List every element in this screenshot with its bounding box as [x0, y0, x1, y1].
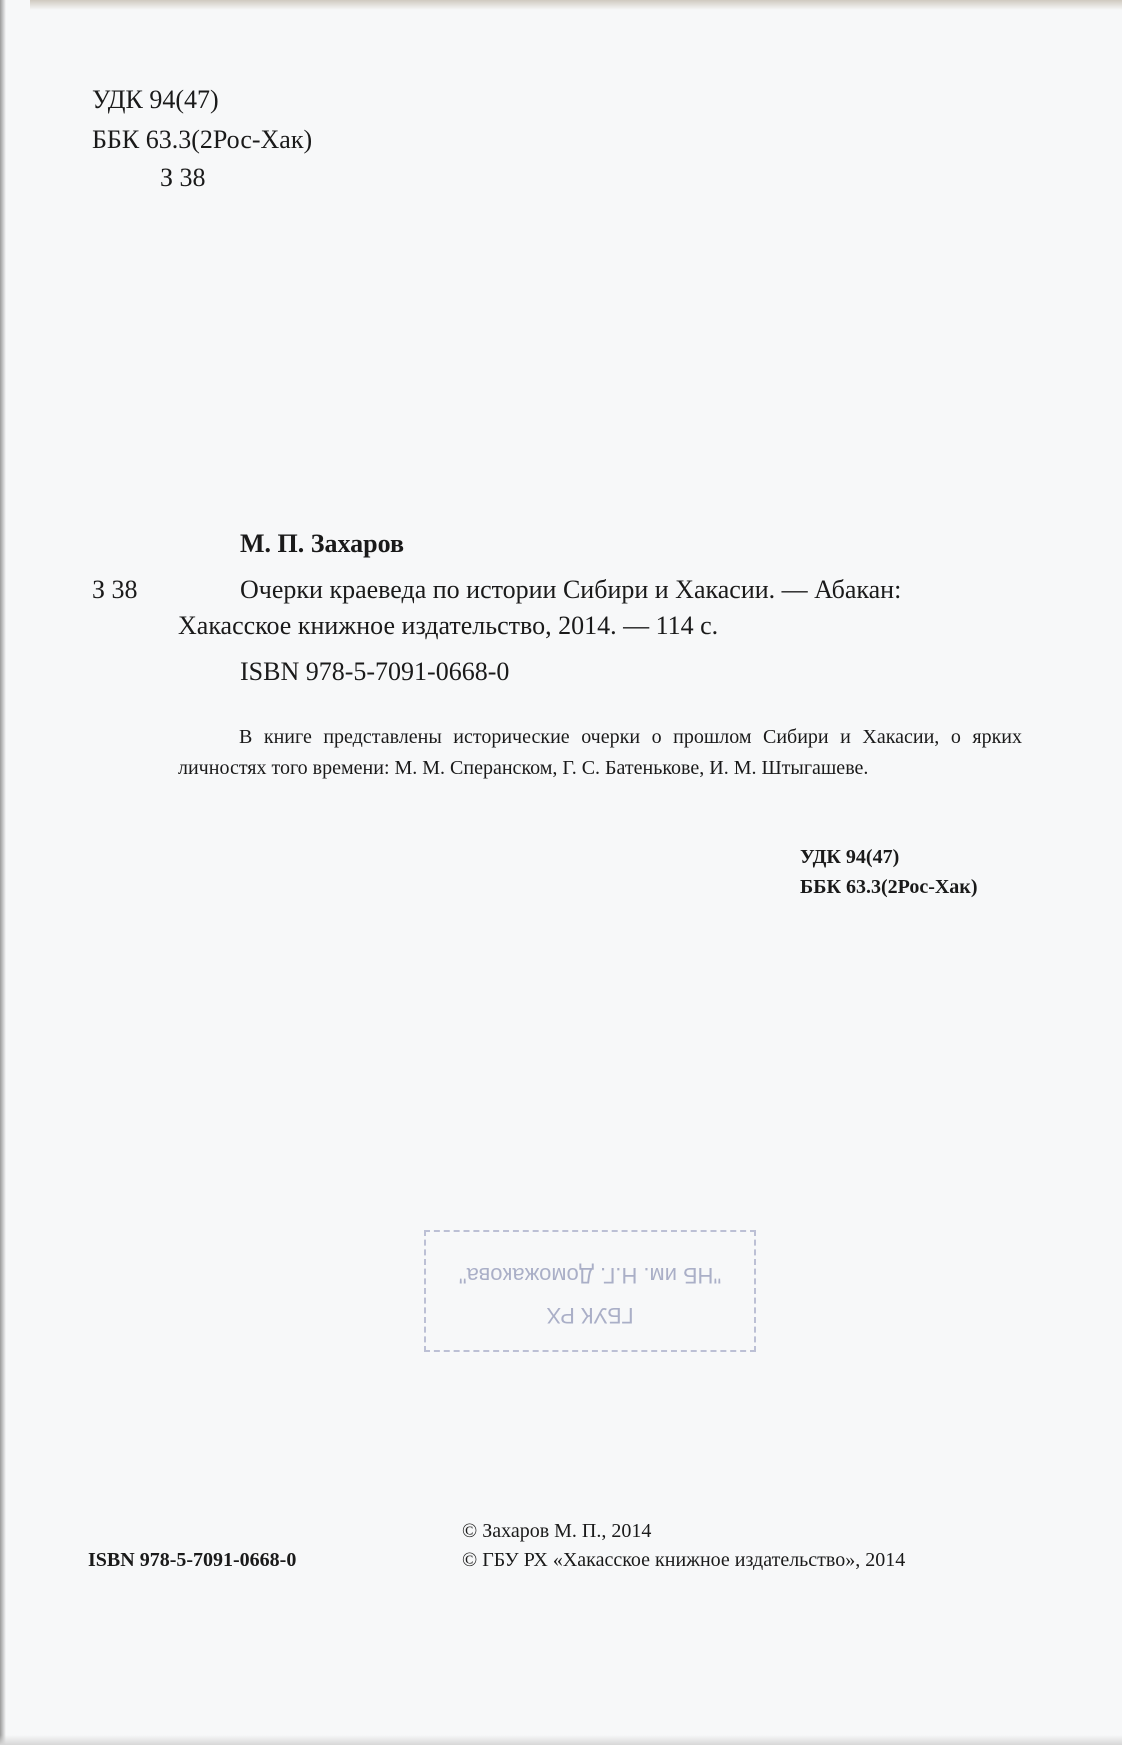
- record-abstract: В книге представлены исторические очерки о прошлом Сибири и Хакасии, о ярких личностях того времени: М. М. Сперанском, Г. С. Батенькове, И. М. Штыгашеве.: [178, 726, 1022, 779]
- header-author-mark: З 38: [160, 163, 206, 192]
- library-stamp: [424, 1230, 756, 1352]
- stamp-line-2: "НБ им. Н.Г. Доможакова": [458, 1263, 722, 1288]
- record-isbn: ISBN 978-5-7091-0668-0: [240, 657, 510, 686]
- header-udk: УДК 94(47): [92, 85, 219, 114]
- page-top-edge: [30, 0, 1122, 10]
- footer-copyright-publisher: © ГБУ РХ «Хакасское книжное издательство», 2014: [462, 1549, 906, 1571]
- stamp-line-1: ГБУК РХ: [546, 1303, 634, 1328]
- record-author-mark: З 38: [92, 575, 138, 604]
- footer-isbn: ISBN 978-5-7091-0668-0: [88, 1549, 297, 1571]
- record-author: М. П. Захаров: [240, 529, 404, 558]
- page-bottom-edge: [0, 1735, 1122, 1745]
- record-title-line2: Хакасское книжное издательство, 2014. — 114 с.: [178, 611, 719, 640]
- record-title-line1: Очерки краеведа по истории Сибири и Хакасии. — Абакан:: [240, 575, 902, 604]
- footer-copyright-author: © Захаров М. П., 2014: [462, 1520, 652, 1542]
- record-bbk: ББК 63.3(2Рос-Хак): [800, 876, 978, 898]
- page-left-edge: [0, 0, 6, 1745]
- record-udk: УДК 94(47): [800, 846, 900, 868]
- header-bbk: ББК 63.3(2Рос-Хак): [92, 125, 313, 154]
